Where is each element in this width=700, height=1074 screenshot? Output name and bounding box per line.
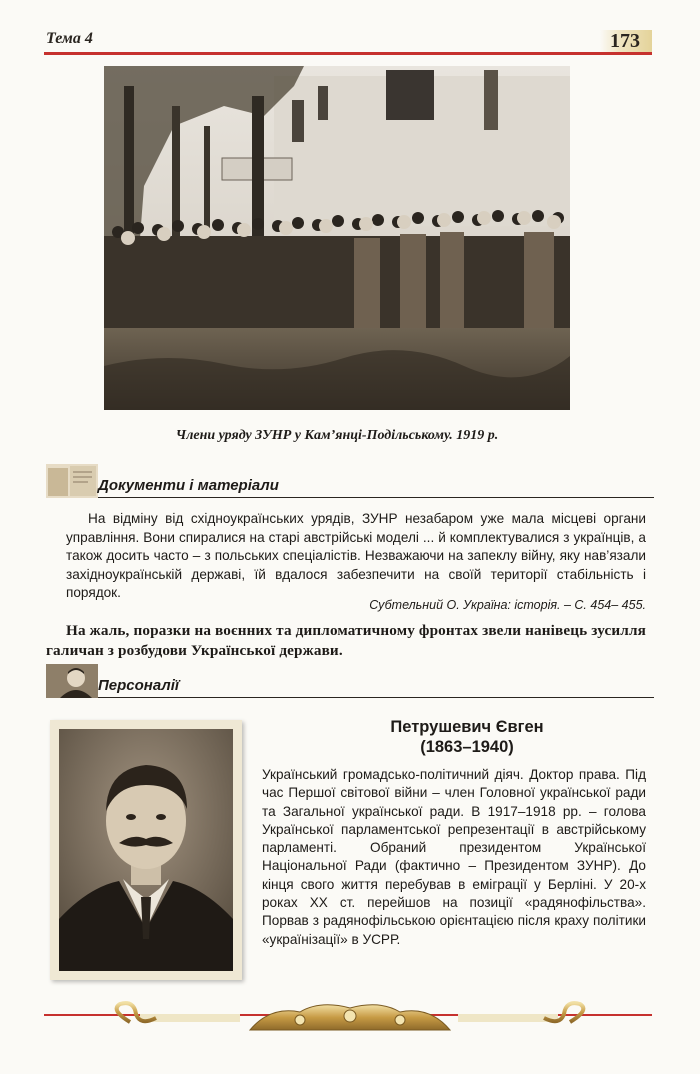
person-name: Петрушевич Євген	[390, 718, 544, 736]
document-source: Субтельний О. Україна: історія. – С. 454– 455.	[369, 598, 646, 612]
person-biography: Український громадсько-політичний діяч. Доктор права. Під час Першої світової війни – член Головної української ради та Загальної української ради. В 1917–1918 рр. – голова Української парламентської репрезентації в австрійському парламенті. Обраний президентом Української Національної Ради (фактично – Президентом ЗУНР). До кінця свого життя перебував в еміграції у Берліні. У 20-х роках XX ст. перейшов на позиції «радянофільства». Порвав з радянофільською орієнтацією після краху політики «українізації» в УСРР.	[262, 767, 646, 947]
document-quote: На відміну від східноукраїнських урядів, ЗУНР незабаром уже мала місцеві органи управління. Вони спиралися на старі австрійські моделі ... й комплектувалися з українців, а також досить часто – з польських спеціалістів. Незважаючи на запеклу війну, яку нав’язали західноукраїнській державі, їй вдалося забезпечити на своїй території стабільність і порядок.	[66, 511, 646, 600]
footer-ornament-icon	[100, 1000, 600, 1040]
personalities-section-header	[46, 664, 654, 698]
header-divider	[44, 52, 652, 55]
page-number: 173	[600, 30, 652, 53]
group-photo	[104, 66, 570, 410]
topic-label: Тема 4	[46, 30, 93, 47]
main-paragraph: На жаль, поразки на воєнних та дипломатичному фронтах звели нанівець зусилля галичан з розбудови Української держави.	[46, 622, 646, 659]
portrait-thumb-icon	[46, 664, 98, 698]
photo-caption: Члени уряду ЗУНР у Кам’янці-Подільському. 1919 р.	[175, 428, 499, 443]
section-divider	[98, 697, 654, 698]
documents-icon	[46, 464, 98, 498]
person-years: (1863–1940)	[420, 738, 514, 756]
documents-section-title: Документи і матеріали	[98, 477, 279, 494]
portrait-photo	[50, 720, 242, 980]
personalities-section-title: Персоналії	[98, 677, 180, 694]
section-divider	[98, 497, 654, 498]
documents-section-header	[46, 464, 654, 498]
person-name-block	[336, 717, 598, 757]
